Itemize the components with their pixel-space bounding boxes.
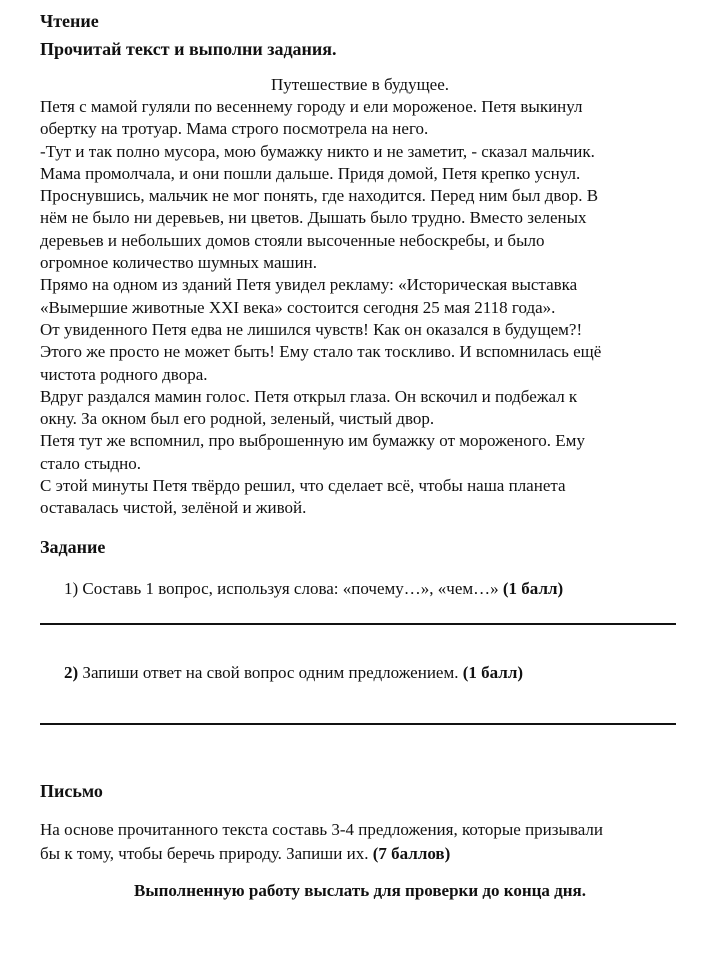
letter-line [40, 842, 690, 866]
story-line: «Вымершие животные XXI века» состоится сегодня 25 мая 2118 года». [40, 297, 556, 317]
letter-task [40, 818, 690, 866]
story-line: деревьев и небольших домов стояли высоченные небоскребы, и было [40, 230, 545, 250]
story-title: Путешествие в будущее. [271, 75, 449, 94]
answer-line-2[interactable] [40, 723, 676, 725]
story-line: От увиденного Петя едва не лишился чувств! Как он оказался в будущем?! [40, 319, 583, 339]
letter-line: На основе прочитанного текста составь 3-4 предложения, которые призывали [40, 820, 603, 839]
story-line: С этой минуты Петя твёрдо решил, что сделает всё, чтобы наша планета [40, 476, 566, 496]
letter-heading: Письмо [40, 781, 103, 801]
task-1-points: (1 балл) [502, 579, 564, 598]
story-line: -Тут и так полно мусора, мою бумажку никто и не заметит, - сказал мальчик. [40, 141, 595, 161]
answer-line-1[interactable] [40, 623, 676, 625]
story-line: стало стыдно. [40, 453, 142, 473]
task-2-text: Запиши ответ на свой вопрос одним предложением. [82, 663, 459, 682]
story-line: нём не было ни деревьев, ни цветов. Дышать было трудно. Вместо зеленых [40, 208, 587, 228]
task-2-number: 2) [64, 663, 79, 682]
task-1 [64, 578, 563, 600]
story-text [40, 96, 682, 520]
story-line: Проснувшись, мальчик не мог понять, где находится. Перед ним был двор. В [40, 186, 599, 206]
story-line: Петя тут же вспомнил, про выброшенную им бумажку от мороженого. Ему [40, 431, 585, 451]
story-line: Прямо на одном из зданий Петя увидел рекламу: «Историческая выставка [40, 275, 578, 295]
story-line: Мама промолчала, и они пошли дальше. Придя домой, Петя крепко уснул. [40, 163, 581, 183]
reading-heading: Чтение [40, 11, 99, 31]
story-line: Вдруг раздался мамин голос. Петя открыл глаза. Он вскочил и подбежал к [40, 386, 578, 406]
story-line: Петя с мамой гуляли по весеннему городу и ели мороженое. Петя выкинул [40, 97, 583, 116]
story-line: огромное количество шумных машин. [40, 253, 318, 273]
story-line: оставалась чистой, зелёной и живой. [40, 498, 307, 518]
task-2 [64, 662, 523, 684]
story-line: обертку на тротуар. Мама строго посмотрела на него. [40, 119, 429, 139]
task-heading: Задание [40, 537, 106, 557]
final-note: Выполненную работу выслать для проверки до конца дня. [134, 881, 586, 900]
task-1-text: Составь 1 вопрос, используя слова: «почему…», «чем…» [82, 579, 499, 598]
task-1-number: 1) [64, 579, 79, 598]
letter-line-text: бы к тому, чтобы беречь природу. Запиши их. [40, 844, 369, 863]
story-line: окну. За окном был его родной, зеленый, чистый двор. [40, 409, 435, 429]
story-line: чистота родного двора. [40, 364, 208, 384]
story-line: Этого же просто не может быть! Ему стало так тоскливо. И вспомнилась ещё [40, 342, 602, 362]
instruction-heading: Прочитай текст и выполни задания. [40, 39, 337, 59]
task-2-points: (1 балл) [462, 663, 524, 682]
letter-points: (7 баллов) [372, 844, 451, 863]
